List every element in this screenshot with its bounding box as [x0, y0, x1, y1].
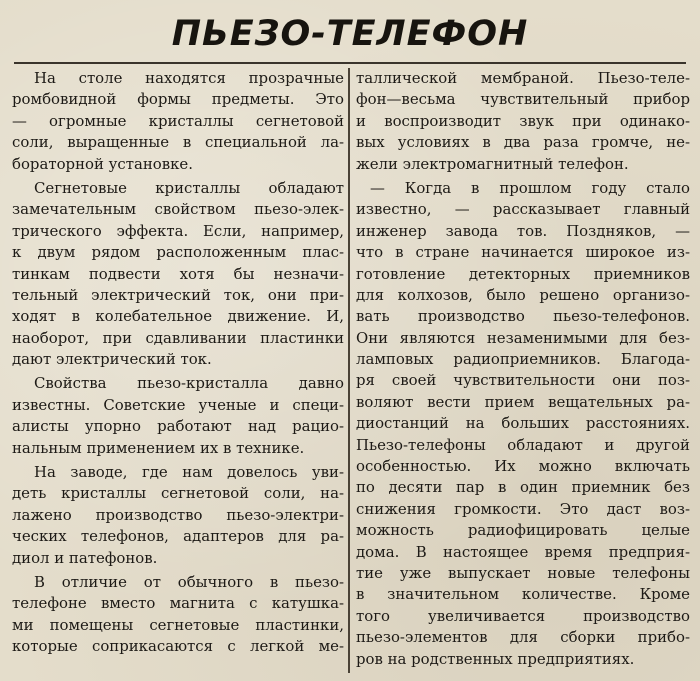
text-line: особенностью. Их можно включать	[356, 457, 690, 476]
text-line: вых условиях в два раза громче, не-	[356, 133, 690, 152]
text-line: наоборот, при сдавливании пластинки	[12, 328, 344, 347]
text-line: лажено производство пьезо-электри-	[12, 505, 344, 524]
text-line: тинкам подвести хотя бы незначи-	[12, 264, 344, 283]
paragraph	[12, 68, 344, 175]
text-line: известны. Советские ученые и специ-	[12, 395, 344, 414]
text-line: и воспроизводит звук при одинако-	[356, 111, 690, 130]
text-line: вать производство пьезо-телефонов.	[356, 307, 690, 326]
text-line: для колхозов, было решено организо-	[356, 285, 690, 304]
text-line: — Когда в прошлом году стало	[370, 178, 690, 197]
article-title: ПЬЕЗО-ТЕЛЕФОН	[171, 14, 529, 54]
text-line: ходят в колебательное движение. И,	[12, 307, 344, 326]
text-line: телефоне вместо магнита с катушка-	[12, 594, 344, 613]
text-line: пьезо-элементов для сборки прибо-	[356, 628, 690, 647]
text-line: ламповых радиоприемников. Благода-	[356, 350, 690, 369]
text-line: ромбовидной формы предметы. Это	[12, 90, 344, 109]
text-line: В отличие от обычного в пьезо-	[34, 572, 344, 591]
text-line: в значительном количестве. Кроме	[356, 585, 690, 604]
text-line: замечательным свойством пьезо-элек-	[12, 200, 344, 219]
text-line: На заводе, где нам довелось уви-	[34, 463, 344, 482]
text-line: дают электрический ток.	[12, 350, 212, 369]
paragraph	[12, 462, 344, 569]
text-line: нальным применением их в технике.	[12, 438, 305, 457]
text-line: жели электромагнитный телефон.	[356, 154, 629, 173]
text-line: что в стране начинается широкое из-	[356, 243, 690, 262]
text-line: алисты упорно работают над рацио-	[12, 417, 344, 436]
text-line: ческих телефонов, адаптеров для ра-	[12, 527, 344, 546]
text-line: инженер завода тов. Поздняков, —	[356, 221, 690, 240]
text-line: известно, — рассказывает главный	[356, 200, 690, 219]
text-line: воляют вести прием вещательных ра-	[356, 392, 690, 411]
text-line: тельный электрический ток, они при-	[12, 285, 344, 304]
paragraph	[12, 572, 344, 658]
text-line: бораторной установке.	[12, 154, 193, 173]
text-line: диол и патефонов.	[12, 548, 158, 567]
paragraph	[12, 373, 344, 459]
text-line: На столе находятся прозрачные	[34, 69, 344, 87]
text-line: дома. В настоящее время предприя-	[356, 542, 690, 561]
text-line: готовление детекторных приемников	[356, 264, 690, 283]
text-line: к двум рядом расположенным плас-	[12, 243, 344, 262]
text-line: тие уже выпускает новые телефоны	[356, 563, 690, 582]
right-column	[356, 68, 690, 673]
text-line: можность радиофицировать целые	[356, 521, 690, 540]
text-line: ми помещены сегнетовые пластинки,	[12, 615, 344, 634]
text-line: Они являются незаменимыми для без-	[356, 328, 690, 347]
text-line: ря своей чувствительности они поз-	[356, 371, 690, 390]
paragraph	[356, 178, 690, 670]
text-line: диостанций на больших расстояниях.	[356, 414, 690, 433]
text-line: Свойства пьезо-кристалла давно	[34, 374, 344, 393]
text-line: таллической мембраной. Пьезо-теле-	[356, 69, 690, 87]
paragraph	[12, 178, 344, 371]
left-column	[12, 68, 344, 661]
text-line: Сегнетовые кристаллы обладают	[34, 178, 344, 197]
text-line: снижения громкости. Это даст воз-	[356, 499, 690, 518]
text-line: деть кристаллы сегнетовой соли, на-	[12, 484, 344, 503]
headline-rule	[14, 62, 686, 64]
text-line: которые соприкасаются с легкой ме-	[12, 637, 344, 656]
text-line: того увеличивается производство	[356, 606, 690, 625]
text-line: Пьезо-телефоны обладают и другой	[356, 435, 690, 454]
text-line: соли, выращенные в специальной ла-	[12, 133, 344, 152]
text-line: — огромные кристаллы сегнетовой	[12, 111, 344, 130]
text-line: фон—весьма чувствительный прибор	[356, 90, 690, 109]
paragraph	[356, 68, 690, 175]
text-line: ров на родственных предприятиях.	[356, 649, 635, 668]
text-line: трического эффекта. Если, например,	[12, 221, 344, 240]
text-line: по десяти пар в один приемник без	[356, 478, 690, 497]
column-divider	[348, 68, 350, 673]
